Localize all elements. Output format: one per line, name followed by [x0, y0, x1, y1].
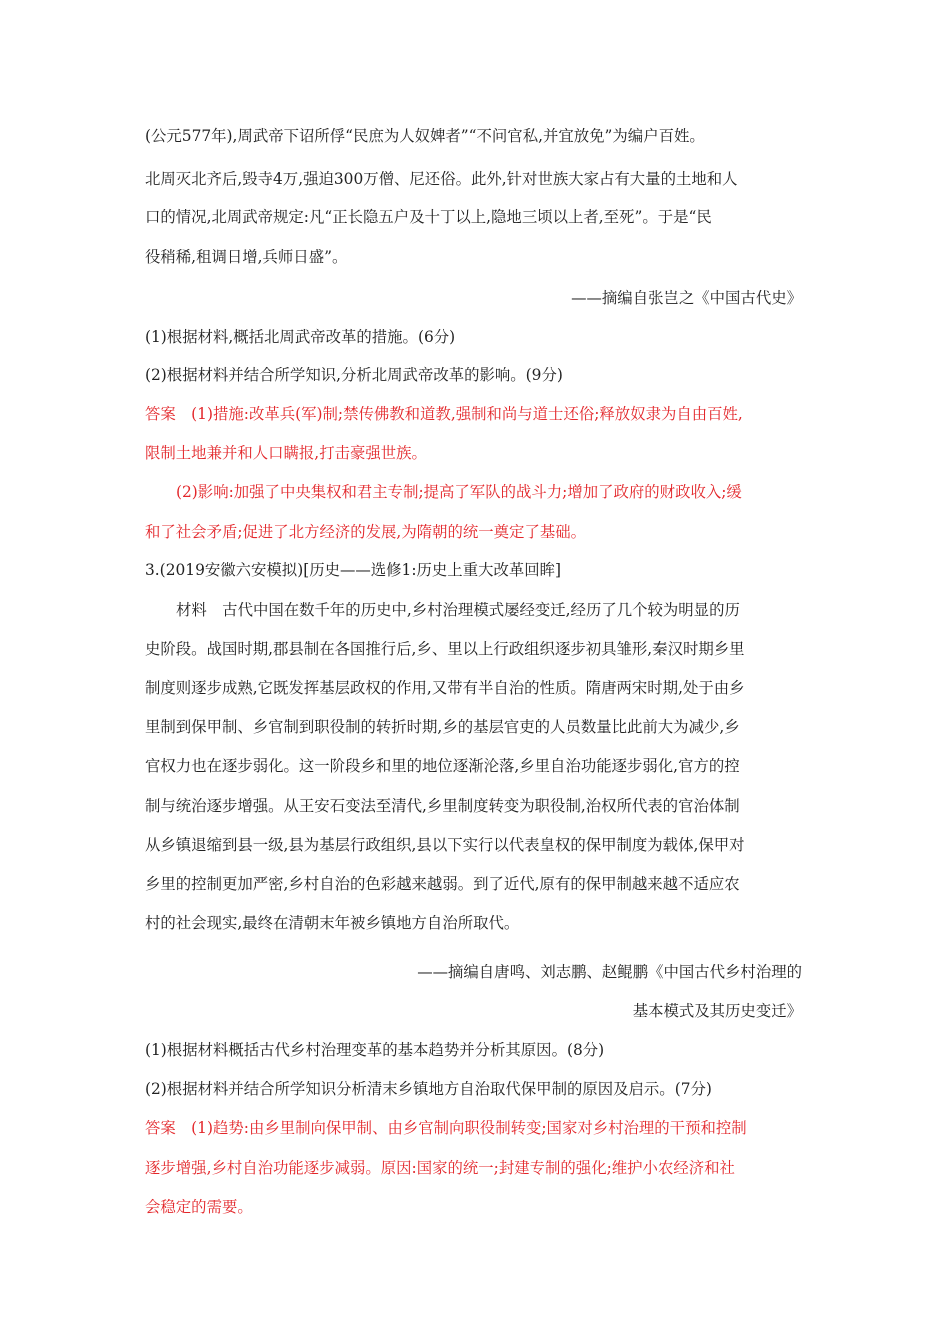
source-citation: ——摘编自张岂之《中国古代史》 — [571, 289, 802, 307]
answer-line: 限制土地兼并和人口瞒报,打击豪强世族。 — [145, 444, 427, 462]
material-line: 村的社会现实,最终在清朝末年被乡镇地方自治所取代。 — [145, 914, 520, 932]
answer-line: 答案 (1)趋势:由乡里制向保甲制、由乡官制向职役制转变;国家对乡村治理的干预和控制 — [145, 1119, 747, 1137]
material-line: 里制到保甲制、乡官制到职役制的转折时期,乡的基层官吏的人员数量比此前大为减少,乡 — [145, 718, 740, 736]
material-line: 官权力也在逐步弱化。这一阶段乡和里的地位逐渐沦落,乡里自治功能逐步弱化,官方的控 — [145, 757, 740, 775]
answer-line: 逐步增强,乡村自治功能逐步减弱。原因:国家的统一;封建专制的强化;维护小农经济和社 — [145, 1159, 735, 1177]
answer-line: 答案 (1)措施:改革兵(军)制;禁传佛教和道教,强制和尚与道士还俗;释放奴隶为自由百姓, — [145, 405, 743, 423]
material-line: 材料 古代中国在数千年的历史中,乡村治理模式屡经变迁,经历了几个较为明显的历 — [176, 601, 740, 619]
question-1: (1)根据材料,概括北周武帝改革的措施。(6分) — [145, 328, 456, 346]
answer-line: 会稳定的需要。 — [145, 1198, 253, 1216]
answer-line: (2)影响:加强了中央集权和君主专制;提高了军队的战斗力;增加了政府的财政收入;缓 — [176, 483, 742, 501]
text-line: 口的情况,北周武帝规定:凡“正长隐五户及十丁以上,隐地三顷以上者,至死”。于是“民 — [145, 208, 712, 226]
material-line: 制度则逐步成熟,它既发挥基层政权的作用,又带有半自治的性质。隋唐两宋时期,处于由乡 — [145, 679, 745, 697]
question-2: (2)根据材料并结合所学知识分析清末乡镇地方自治取代保甲制的原因及启示。(7分) — [145, 1080, 712, 1098]
answer-line: 和了社会矛盾;促进了北方经济的发展,为隋朝的统一奠定了基础。 — [145, 523, 587, 541]
question-heading: 3.(2019安徽六安模拟)[历史——选修1:历史上重大改革回眸] — [145, 561, 562, 579]
source-citation: ——摘编自唐鸣、刘志鹏、赵鲲鹏《中国古代乡村治理的 — [417, 963, 802, 981]
text-line: 北周灭北齐后,毁寺4万,强迫300万僧、尼还俗。此外,针对世族大家占有大量的土地和人 — [145, 170, 738, 188]
material-line: 史阶段。战国时期,郡县制在各国推行后,乡、里以上行政组织逐步初具雏形,秦汉时期乡里 — [145, 640, 745, 658]
question-1: (1)根据材料概括古代乡村治理变革的基本趋势并分析其原因。(8分) — [145, 1041, 605, 1059]
source-citation: 基本模式及其历史变迁》 — [632, 1002, 802, 1020]
material-line: 乡里的控制更加严密,乡村自治的色彩越来越弱。到了近代,原有的保甲制越来越不适应农 — [145, 875, 740, 893]
text-line: (公元577年),周武帝下诏所俘“民庶为人奴婢者”“不问官私,并宜放免”为编户百姓。 — [145, 127, 705, 145]
material-line: 制与统治逐步增强。从王安石变法至清代,乡里制度转变为职役制,治权所代表的官治体制 — [145, 797, 740, 815]
question-2: (2)根据材料并结合所学知识,分析北周武帝改革的影响。(9分) — [145, 366, 563, 384]
text-line: 役稍稀,租调日增,兵师日盛”。 — [145, 248, 348, 266]
material-line: 从乡镇退缩到县一级,县为基层行政组织,县以下实行以代表皇权的保甲制度为载体,保甲对 — [145, 836, 745, 854]
